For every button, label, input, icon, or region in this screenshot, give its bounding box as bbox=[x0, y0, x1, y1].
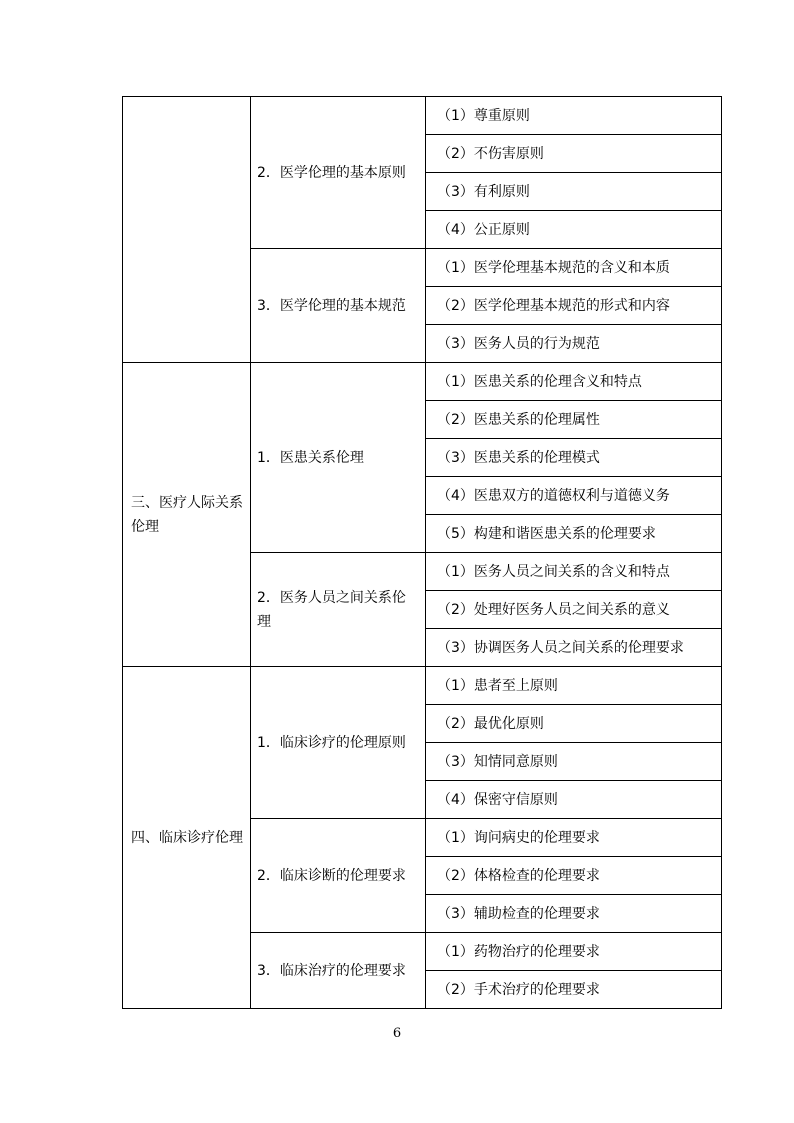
item-cell: （3）知情同意原则 bbox=[426, 743, 722, 781]
item-cell: （2）不伤害原则 bbox=[426, 135, 722, 173]
item-cell: （1）医学伦理基本规范的含义和本质 bbox=[426, 249, 722, 287]
item-cell: （2）医患关系的伦理属性 bbox=[426, 401, 722, 439]
item-cell: （3）协调医务人员之间关系的伦理要求 bbox=[426, 629, 722, 667]
item-cell: （2）最优化原则 bbox=[426, 705, 722, 743]
item-cell: （1）医务人员之间关系的含义和特点 bbox=[426, 553, 722, 591]
item-cell: （3）医患关系的伦理模式 bbox=[426, 439, 722, 477]
item-cell: （4）保密守信原则 bbox=[426, 781, 722, 819]
topic-title: 1．临床诊疗的伦理原则 bbox=[257, 734, 406, 751]
topic-title: 3．医学伦理的基本规范 bbox=[257, 297, 406, 314]
item-cell: （2）体格检查的伦理要求 bbox=[426, 857, 722, 895]
topic-title: 2．医学伦理的基本原则 bbox=[257, 164, 406, 181]
item-cell: （1）尊重原则 bbox=[426, 97, 722, 135]
topic-cell bbox=[251, 819, 426, 933]
section-title: 三、医疗人际关系伦理 bbox=[131, 494, 243, 535]
section-cell bbox=[123, 363, 251, 667]
item-cell: （2）手术治疗的伦理要求 bbox=[426, 971, 722, 1009]
item-cell: （5）构建和谐医患关系的伦理要求 bbox=[426, 515, 722, 553]
syllabus-table bbox=[122, 96, 722, 1009]
topic-title: 2．医务人员之间关系伦理 bbox=[257, 589, 406, 630]
topic-title: 2．临床诊断的伦理要求 bbox=[257, 867, 406, 884]
table-row bbox=[123, 667, 722, 705]
item-cell: （2）医学伦理基本规范的形式和内容 bbox=[426, 287, 722, 325]
item-cell: （1）医患关系的伦理含义和特点 bbox=[426, 363, 722, 401]
item-cell: （4）公正原则 bbox=[426, 211, 722, 249]
topic-cell bbox=[251, 363, 426, 553]
section-cell bbox=[123, 667, 251, 1009]
page-number: 6 bbox=[392, 1026, 402, 1041]
item-cell: （3）有利原则 bbox=[426, 173, 722, 211]
item-cell: （1）患者至上原则 bbox=[426, 667, 722, 705]
item-cell: （3）辅助检查的伦理要求 bbox=[426, 895, 722, 933]
syllabus-table-body bbox=[123, 97, 722, 1009]
item-cell: （4）医患双方的道德权利与道德义务 bbox=[426, 477, 722, 515]
table-row bbox=[123, 363, 722, 401]
topic-cell bbox=[251, 933, 426, 1009]
topic-title: 3．临床治疗的伦理要求 bbox=[257, 962, 406, 979]
item-cell: （3）医务人员的行为规范 bbox=[426, 325, 722, 363]
topic-cell bbox=[251, 249, 426, 363]
topic-cell bbox=[251, 553, 426, 667]
topic-cell bbox=[251, 97, 426, 249]
topic-title: 1．医患关系伦理 bbox=[257, 449, 364, 466]
item-cell: （1）询问病史的伦理要求 bbox=[426, 819, 722, 857]
section-title: 四、临床诊疗伦理 bbox=[131, 829, 243, 846]
item-cell: （1）药物治疗的伦理要求 bbox=[426, 933, 722, 971]
topic-cell bbox=[251, 667, 426, 819]
section-cell bbox=[123, 97, 251, 363]
item-cell: （2）处理好医务人员之间关系的意义 bbox=[426, 591, 722, 629]
table-row bbox=[123, 97, 722, 135]
